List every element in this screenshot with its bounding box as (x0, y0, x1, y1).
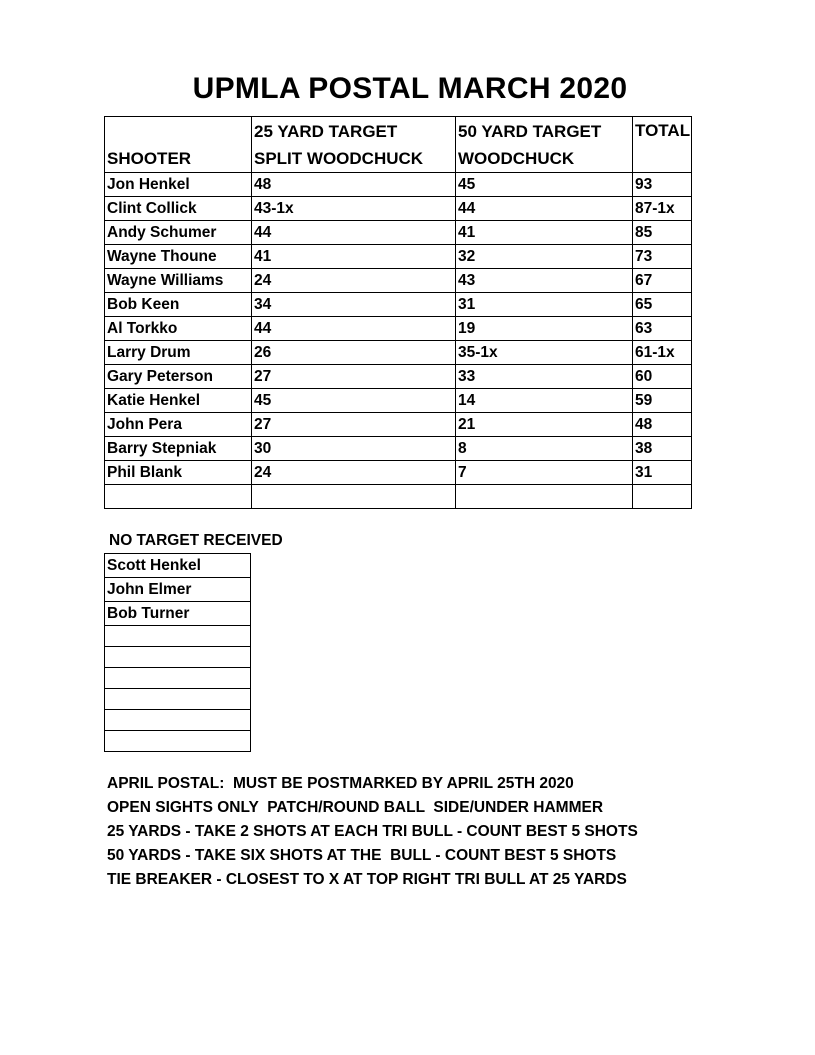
total-cell: 93 (633, 173, 692, 197)
table-row (105, 317, 692, 341)
note-line: APRIL POSTAL: MUST BE POSTMARKED BY APRIL 25TH 2020 (107, 775, 574, 792)
shooter-cell: Larry Drum (105, 341, 252, 365)
total-cell: 67 (633, 269, 692, 293)
score-25-cell: 27 (252, 365, 456, 389)
table-row (105, 173, 692, 197)
score-50-cell: 33 (456, 365, 633, 389)
score-50-cell: 19 (456, 317, 633, 341)
list-item (105, 647, 251, 668)
header-row (105, 117, 692, 173)
no-target-name: Scott Henkel (105, 554, 251, 578)
list-item (105, 602, 251, 626)
score-25-cell: 27 (252, 413, 456, 437)
shooter-cell: Katie Henkel (105, 389, 252, 413)
total-cell: 59 (633, 389, 692, 413)
shooter-cell: Bob Keen (105, 293, 252, 317)
total-cell (633, 485, 692, 509)
total-cell: 48 (633, 413, 692, 437)
table-row (105, 269, 692, 293)
results-table (104, 116, 692, 509)
no-target-name (105, 647, 251, 668)
header-50-yard (456, 117, 633, 173)
score-50-cell: 45 (456, 173, 633, 197)
no-target-table (104, 553, 251, 752)
list-item (105, 578, 251, 602)
score-25-cell: 34 (252, 293, 456, 317)
shooter-cell: Wayne Williams (105, 269, 252, 293)
table-row (105, 365, 692, 389)
list-item (105, 689, 251, 710)
score-25-cell (252, 485, 456, 509)
header-50-line1: 50 YARD TARGET (458, 122, 602, 141)
score-50-cell: 8 (456, 437, 633, 461)
score-25-cell: 44 (252, 221, 456, 245)
shooter-cell: Jon Henkel (105, 173, 252, 197)
table-row (105, 389, 692, 413)
score-25-cell: 26 (252, 341, 456, 365)
page-title: UPMLA POSTAL MARCH 2020 (192, 72, 628, 105)
score-25-cell: 43-1x (252, 197, 456, 221)
score-50-cell: 31 (456, 293, 633, 317)
score-50-cell: 43 (456, 269, 633, 293)
no-target-name: Bob Turner (105, 602, 251, 626)
score-25-cell: 41 (252, 245, 456, 269)
score-25-cell: 44 (252, 317, 456, 341)
no-target-name (105, 689, 251, 710)
score-50-cell: 35-1x (456, 341, 633, 365)
score-50-cell: 44 (456, 197, 633, 221)
shooter-cell: Phil Blank (105, 461, 252, 485)
total-cell: 85 (633, 221, 692, 245)
total-cell: 61-1x (633, 341, 692, 365)
score-25-cell: 45 (252, 389, 456, 413)
shooter-cell: John Pera (105, 413, 252, 437)
shooter-cell: Clint Collick (105, 197, 252, 221)
shooter-cell: Wayne Thoune (105, 245, 252, 269)
no-target-name: John Elmer (105, 578, 251, 602)
note-line: 50 YARDS - TAKE SIX SHOTS AT THE BULL - COUNT BEST 5 SHOTS (107, 847, 617, 864)
no-target-name (105, 710, 251, 731)
no-target-name (105, 668, 251, 689)
total-cell: 31 (633, 461, 692, 485)
table-row (105, 221, 692, 245)
table-row (105, 413, 692, 437)
rules-notes (107, 772, 638, 892)
total-cell: 65 (633, 293, 692, 317)
list-item (105, 668, 251, 689)
score-50-cell: 14 (456, 389, 633, 413)
score-50-cell: 7 (456, 461, 633, 485)
header-25-line2: SPLIT WOODCHUCK (254, 149, 424, 168)
table-row (105, 341, 692, 365)
header-total: TOTAL (633, 117, 692, 173)
score-25-cell: 48 (252, 173, 456, 197)
total-cell: 87-1x (633, 197, 692, 221)
header-25-line1: 25 YARD TARGET (254, 122, 398, 141)
table-row (105, 461, 692, 485)
score-25-cell: 24 (252, 461, 456, 485)
table-row (105, 293, 692, 317)
shooter-cell: Gary Peterson (105, 365, 252, 389)
shooter-cell (105, 485, 252, 509)
table-row (105, 245, 692, 269)
header-25-yard (252, 117, 456, 173)
note-line: TIE BREAKER - CLOSEST TO X AT TOP RIGHT TRI BULL AT 25 YARDS (107, 871, 627, 888)
total-cell: 73 (633, 245, 692, 269)
no-target-name (105, 626, 251, 647)
score-25-cell: 24 (252, 269, 456, 293)
score-50-cell: 32 (456, 245, 633, 269)
score-50-cell: 21 (456, 413, 633, 437)
table-row (105, 197, 692, 221)
score-50-cell (456, 485, 633, 509)
list-item (105, 710, 251, 731)
list-item (105, 626, 251, 647)
table-row (105, 485, 692, 509)
score-25-cell: 30 (252, 437, 456, 461)
no-target-label: NO TARGET RECEIVED (109, 532, 283, 549)
note-line: 25 YARDS - TAKE 2 SHOTS AT EACH TRI BULL - COUNT BEST 5 SHOTS (107, 823, 638, 840)
list-item (105, 554, 251, 578)
total-cell: 63 (633, 317, 692, 341)
shooter-cell: Barry Stepniak (105, 437, 252, 461)
total-cell: 60 (633, 365, 692, 389)
list-item (105, 731, 251, 752)
header-shooter: SHOOTER (105, 117, 252, 173)
total-cell: 38 (633, 437, 692, 461)
note-line: OPEN SIGHTS ONLY PATCH/ROUND BALL SIDE/UNDER HAMMER (107, 799, 604, 816)
no-target-name (105, 731, 251, 752)
score-50-cell: 41 (456, 221, 633, 245)
header-50-line2: WOODCHUCK (458, 149, 575, 168)
table-row (105, 437, 692, 461)
shooter-cell: Andy Schumer (105, 221, 252, 245)
shooter-cell: Al Torkko (105, 317, 252, 341)
